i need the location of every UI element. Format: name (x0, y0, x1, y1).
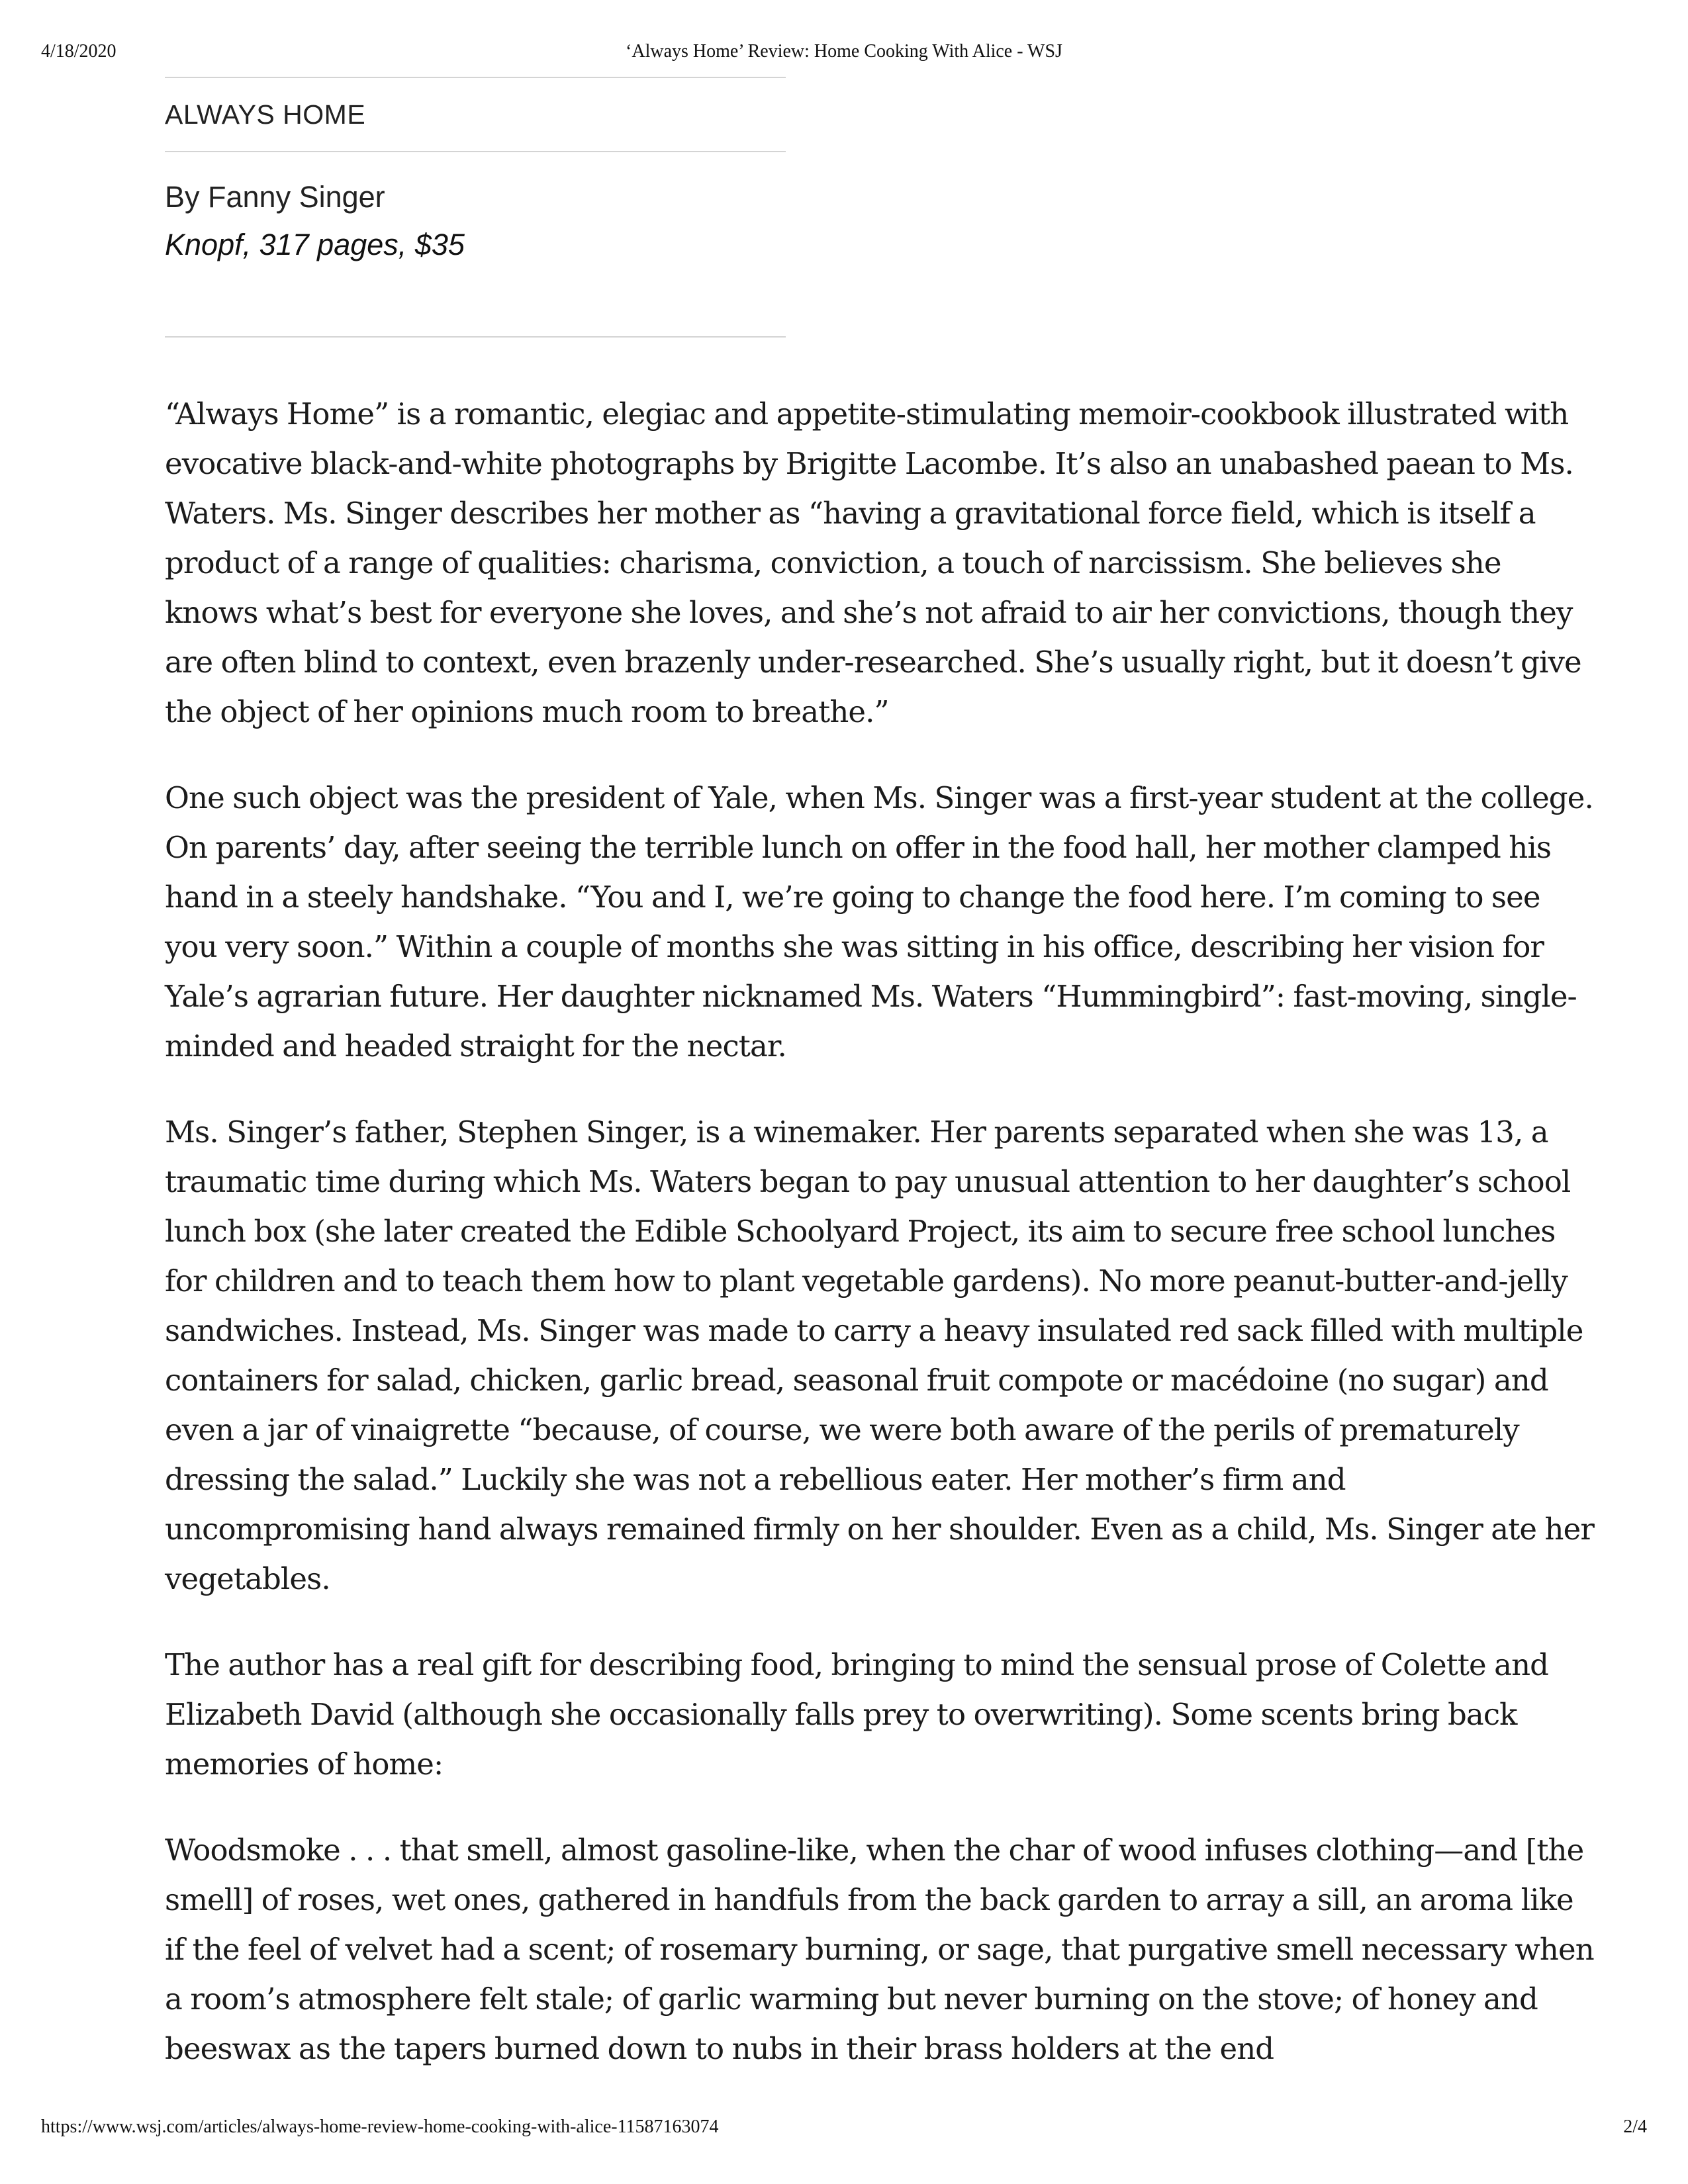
book-info-box (165, 77, 786, 338)
print-header (0, 41, 1688, 68)
article-paragraph: One such object was the president of Yale, when Ms. Singer was a first-year student at the college. On parents’ day, after seeing the terrible lunch on offer in the food hall, her mother clamped his hand in a steely handshake. “You and I, we’re going to change the food here. I’m coming to see you very soon.” Within a couple of months she was sitting in his office, describing her vision for Yale’s agrarian future. Her daughter nicknamed Ms. Waters “Hummingbird”: fast-moving, single-minded and headed straight for the nectar. (165, 780, 1593, 1064)
article-paragraph: Ms. Singer’s father, Stephen Singer, is a winemaker. Her parents separated when she was 13, a traumatic time during which Ms. Waters began to pay unusual attention to her daughter’s school lunch box (she later created the Edible Schoolyard Project, its aim to secure free school lunches for children and to teach them how to plant vegetable gardens). No more peanut-butter-and-jelly sandwiches. Instead, Ms. Singer was made to carry a heavy insulated red sack filled with multiple containers for salad, chicken, garlic bread, seasonal fruit compote or macédoine (no sugar) and even a jar of vinaigrette “because, of course, we were both aware of the perils of prematurely dressing the salad.” Luckily she was not a rebellious eater. Her mother’s firm and uncompromising hand always remained firmly on her shoulder. Even as a child, Ms. Singer ate her vegetables. (165, 1115, 1594, 1596)
divider (165, 151, 786, 152)
article-quote-paragraph: Woodsmoke . . . that smell, almost gasoline-like, when the char of wood infuses clothing—and [the smell] of roses, wet ones, gathered in handfuls from the back garden to array a sill, an aroma like if the feel of velvet had a scent; of rosemary burning, or sage, that purgative smell necessary when a room’s atmosphere felt stale; of garlic warming but never burning on the stove; of honey and beeswax as the tapers burned down to nubs in their brass holders at the end (165, 1833, 1594, 2066)
print-page-number: 2/4 (1623, 2116, 1647, 2137)
book-title: ALWAYS HOME (165, 99, 366, 130)
book-author: By Fanny Singer (165, 180, 385, 214)
print-date: 4/18/2020 (41, 41, 117, 62)
print-page-title: ‘Always Home’ Review: Home Cooking With Alice - WSJ (626, 41, 1062, 62)
book-publisher-info: Knopf, 317 pages, $35 (165, 228, 465, 261)
article-body (165, 389, 1595, 2110)
print-url: https://www.wsj.com/articles/always-home-review-home-cooking-with-alice-11587163074 (41, 2116, 719, 2137)
divider (165, 336, 786, 338)
article-paragraph: “Always Home” is a romantic, elegiac and appetite-stimulating memoir-cookbook illustrated with evocative black-and-white photographs by Brigitte Lacombe. It’s also an unabashed paean to Ms. Waters. Ms. Singer describes her mother as “having a gravitational force field, which is itself a product of a range of qualities: charisma, conviction, a touch of narcissism. She believes she knows what’s best for everyone she loves, and she’s not afraid to air her convictions, though they are often blind to context, even brazenly under-researched. She’s usually right, but it doesn’t give the object of her opinions much room to breathe.” (165, 396, 1581, 729)
article-paragraph: The author has a real gift for describing food, bringing to mind the sensual prose of Colette and Elizabeth David (although she occasionally falls prey to overwriting). Some scents bring back memories of home: (165, 1647, 1549, 1782)
print-footer (0, 2116, 1688, 2143)
